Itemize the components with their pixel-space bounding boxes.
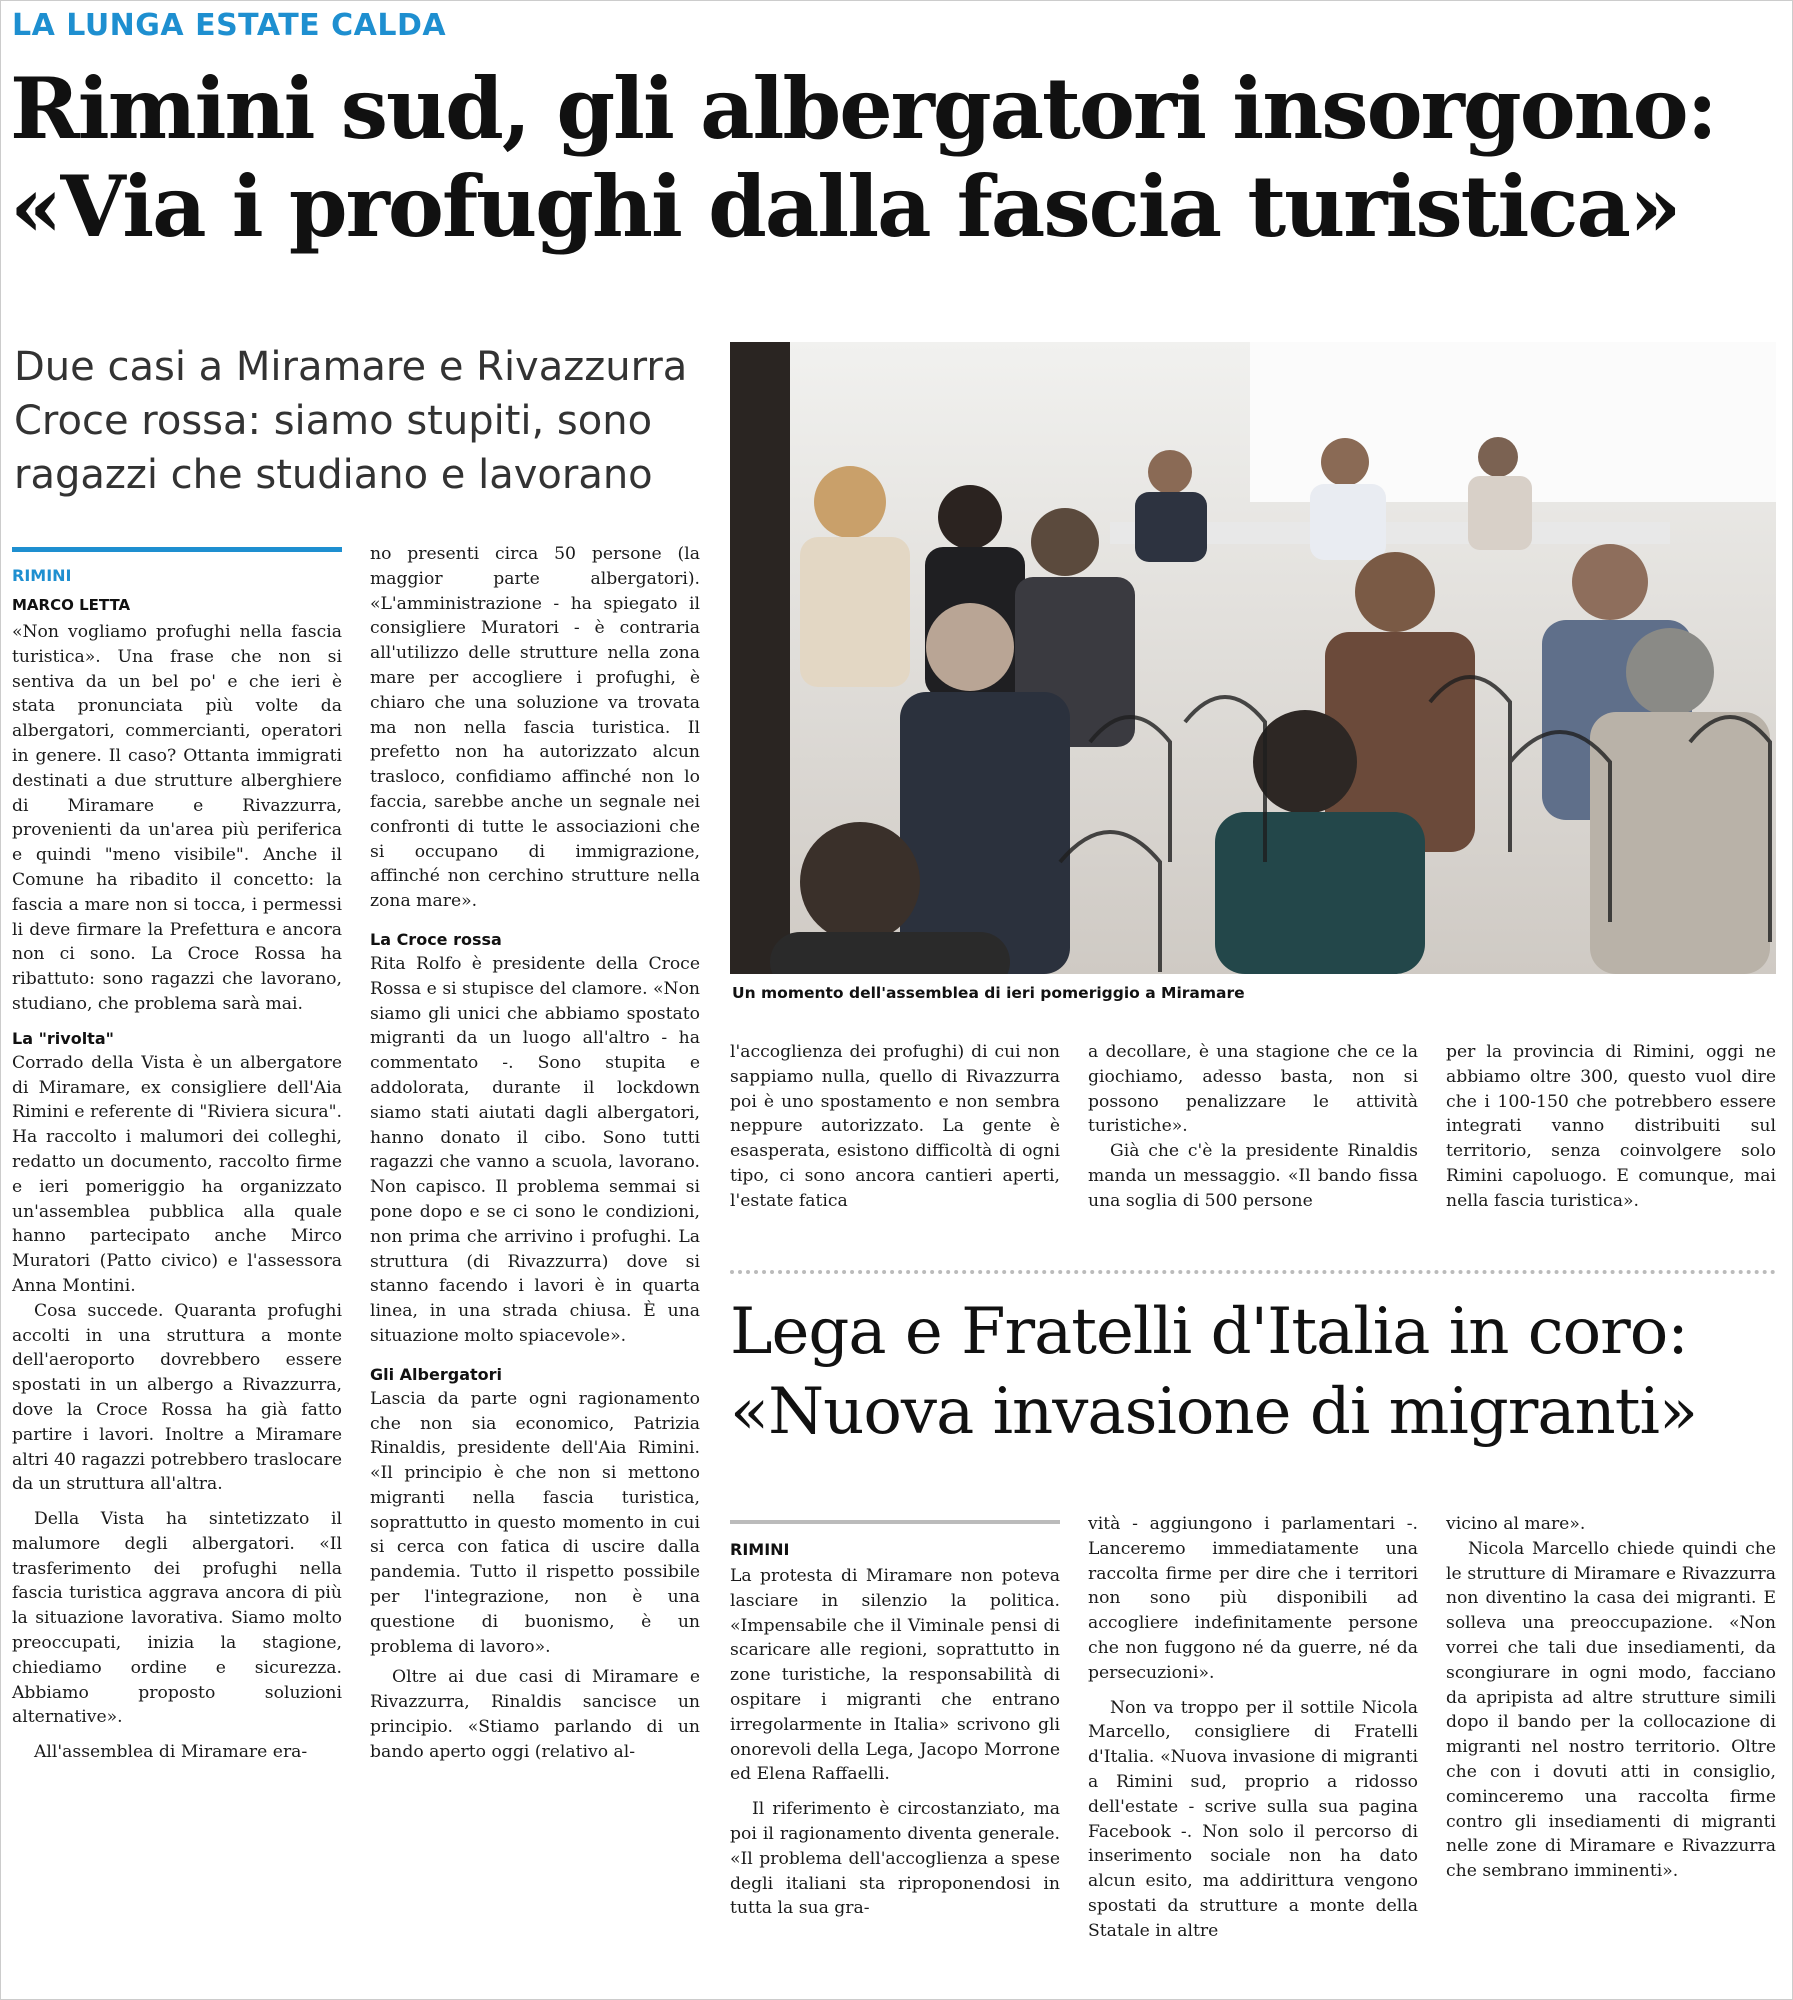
section-label: RIMINI [12,566,72,585]
photo-caption: Un momento dell'assemblea di ieri pomeriggio a Miramare [732,984,1245,1002]
section-rule [730,1520,1060,1524]
paragraph: Già che c'è la presidente Rinaldis manda un messaggio. «Il bando fissa una soglia di 500 persone [1088,1141,1418,1211]
paragraph: Corrado della Vista è un albergatore di Miramare, ex consigliere dell'Aia Rimini e referente di "Riviera sicura". Ha raccolto i malumori dei colleghi, redatto un documento, raccolto firme e ieri pomeriggio ha organizzato un'assemblea pubblica alla quale hanno partecipato anche Mirco Muratori (Patto civico) e l'assessora Anna Montini. [12,1052,342,1296]
article-column-5 [1446,1040,1776,1214]
subhead: La "rivolta" [12,1028,114,1048]
photo-illustration [730,342,1776,974]
article2-column-2 [1088,1512,1418,1944]
article-divider [730,1270,1776,1274]
article-column-3 [730,1040,1060,1214]
article-column-2 [370,542,700,1765]
headline-line-1: Rimini sud, gli albergatori insorgono: [10,59,1716,158]
paragraph: vicino al mare». [1446,1514,1586,1534]
paragraph: All'assemblea di Miramare era- [34,1742,308,1763]
deck [14,340,704,502]
paragraph: Non va troppo per il sottile Nicola Marcello, consigliere di Fratelli d'Italia. «Nuova invasione di migranti a Rimini sud, proprio a ridosso dell'estate - scrive sulla sua pagina Facebook -. Non solo il percorso di inserimento sociale non ha dato alcun esito, ma addirittura vengono spostati da strutture a monte della Statale in altre [1088,1697,1418,1941]
main-headline [10,60,1780,256]
deck-line-3: ragazzi che studiano e lavorano [14,452,653,498]
paragraph: a decollare, è una stagione che ce la giochiamo, adesso basta, non si possono penalizzare le attività turistiche». [1088,1042,1418,1137]
article-column-4 [1088,1040,1418,1214]
section-rule [12,547,342,552]
paragraph: l'accoglienza dei profughi) di cui non sappiamo nulla, quello di Rivazzurra poi è uno spostamento e non sembra neppure autorizzato. La gente è esasperata, esistono difficoltà di ogni tipo, ci sono ancora cantieri aperti, l'estate fatica [730,1042,1060,1211]
assembly-photo [730,342,1776,974]
second-headline-line-1: Lega e Fratelli d'Italia in coro: [730,1295,1688,1369]
article2-column-1 [730,1564,1060,1921]
second-headline-line-2: «Nuova invasione di migranti» [730,1375,1698,1449]
paragraph: Della Vista ha sintetizzato il malumore degli albergatori. «Il trasferimento dei profughi nella fascia turistica aggrava ancora di più la situazione lavorativa. Siamo molto preoccupati, inizia la stagione, chiediamo ordine e sicurezza. Abbiamo proposto soluzioni alternative». [12,1509,342,1728]
paragraph: no presenti circa 50 persone (la maggior parte albergatori). «L'amministrazione - ha spiegato il consigliere Muratori - è contraria all'utilizzo delle strutture nella zona mare per accogliere i profughi, è chiaro che una soluzione va trovata ma non nella fascia turistica. Il prefetto non ha autorizzato alcun trasloco, confidiamo affinché non lo faccia, sarebbe anche un segnale nei confronti di tutte le associazioni che si occupano di immigrazione, affinché non cerchino strutture nella zona mare». [370,544,700,912]
article-column-1 [12,620,342,1765]
paragraph: Cosa succede. Quaranta profughi accolti in una struttura a monte dell'aeroporto dovrebbero essere spostati in un albergo a Rivazzurra, dove la Croce Rossa ha già fatto partire i lavori. Inoltre a Miramare altri 40 ragazzi potrebbero traslocare da un struttura all'altra. [12,1300,342,1495]
deck-line-1: Due casi a Miramare e Rivazzurra [14,344,688,390]
headline-line-2: «Via i profughi dalla fascia turistica» [10,157,1680,256]
paragraph: La protesta di Miramare non poteva lasciare in silenzio la politica. «Impensabile che il Viminale pensi di scaricare alle regioni, soprattutto in zone turistiche, la responsabilità di ospitare i migranti che entrano irregolarmente in Italia» scrivono gli onorevoli della Lega, Jacopo Morrone ed Elena Raffaelli. [730,1566,1060,1785]
paragraph: vità - aggiungono i parlamentari -. Lanceremo immediatamente una raccolta firme per dire che i territori non sono più disponibili ad accogliere indefinitamente persone che non fuggono né da guerre, né da persecuzioni». [1088,1514,1418,1683]
paragraph: Rita Rolfo è presidente della Croce Rossa e si stupisce del clamore. «Non siamo gli unici che abbiamo spostato migranti da un luogo all'altro - ha commentato -. Sono stupita e addolorata, durante il lockdown siamo stati aiutati dagli albergatori, hanno donato il cibo. Sono tutti ragazzi che vanno a scuola, lavorano. Non capisco. Il problema semmai si pone dopo e se ci sono le condizioni, non prima che arrivino i profughi. La struttura (di Rivazzurra) dove si stanno facendo i lavori è in quarta linea, in una strada chiusa. È una situazione molto spiacevole». [370,953,700,1346]
paragraph: Oltre ai due casi di Miramare e Rivazzurra, Rinaldis sancisce un principio. «Stiamo parlando di un bando aperto oggi (relativo al- [370,1667,700,1762]
paragraph: Nicola Marcello chiede quindi che le strutture di Miramare e Rivazzurra non diventino la casa dei migranti. E solleva una preoccupazione. «Non vorrei che tali due insediamenti, da scongiurare in ogni modo, facciano da apripista ad altre strutture simili dopo il bando per la collocazione di migranti nel nostro territorio. Oltre che con i dovuti atti in consiglio, cominceremo una raccolta firme contro gli insediamenti di migranti nelle zone di Miramare e Rivazzurra che sembrano imminenti». [1446,1538,1776,1882]
paragraph: «Non vogliamo profughi nella fascia turistica». Una frase che non si sentiva da un bel po' e che ieri è stata pronunciata più volte da albergatori, commercianti, operatori in genere. Il caso? Ottanta immigrati destinati a due strutture alberghiere di Miramare e Rivazzurra, provenienti da un'area più periferica e quindi "meno visibile". Anche il Comune ha ribadito il concetto: la fascia a mare non si tocca, i permessi li deve firmare la Prefettura e ancora non ci sono. La Croce Rossa ha ribattuto: sono ragazzi che lavorano, studiano, che problema sarà mai. [12,622,342,1014]
section-label: RIMINI [730,1540,790,1559]
deck-line-2: Croce rossa: siamo stupiti, sono [14,398,653,444]
byline: MARCO LETTA [12,596,131,614]
paragraph: Lascia da parte ogni ragionamento che non sia economico, Patrizia Rinaldis, presidente dell'Aia Rimini. «Il principio è che non si mettono migranti nella fascia turistica, soprattutto in questo momento in cui si cerca con fatica di uscire dalla pandemia. Tutto il rispetto possibile per l'integrazione, non è una questione di buonismo, è un problema di lavoro». [370,1388,700,1657]
article2-column-3 [1446,1512,1776,1884]
subhead: La Croce rossa [370,929,502,949]
second-headline [730,1292,1780,1452]
kicker: LA LUNGA ESTATE CALDA [12,8,447,43]
paragraph: per la provincia di Rimini, oggi ne abbiamo oltre 300, questo vuol dire che i 100-150 che potrebbero essere integrati vanno distribuiti sul territorio, senza coinvolgere solo Rimini capoluogo. E comunque, mai nella fascia turistica». [1446,1042,1776,1211]
subhead: Gli Albergatori [370,1364,502,1384]
paragraph: Il riferimento è circostanziato, ma poi il ragionamento diventa generale. «Il problema dell'accoglienza a spese degli italiani sta riproponendosi in tutta la sua gra- [730,1799,1060,1919]
